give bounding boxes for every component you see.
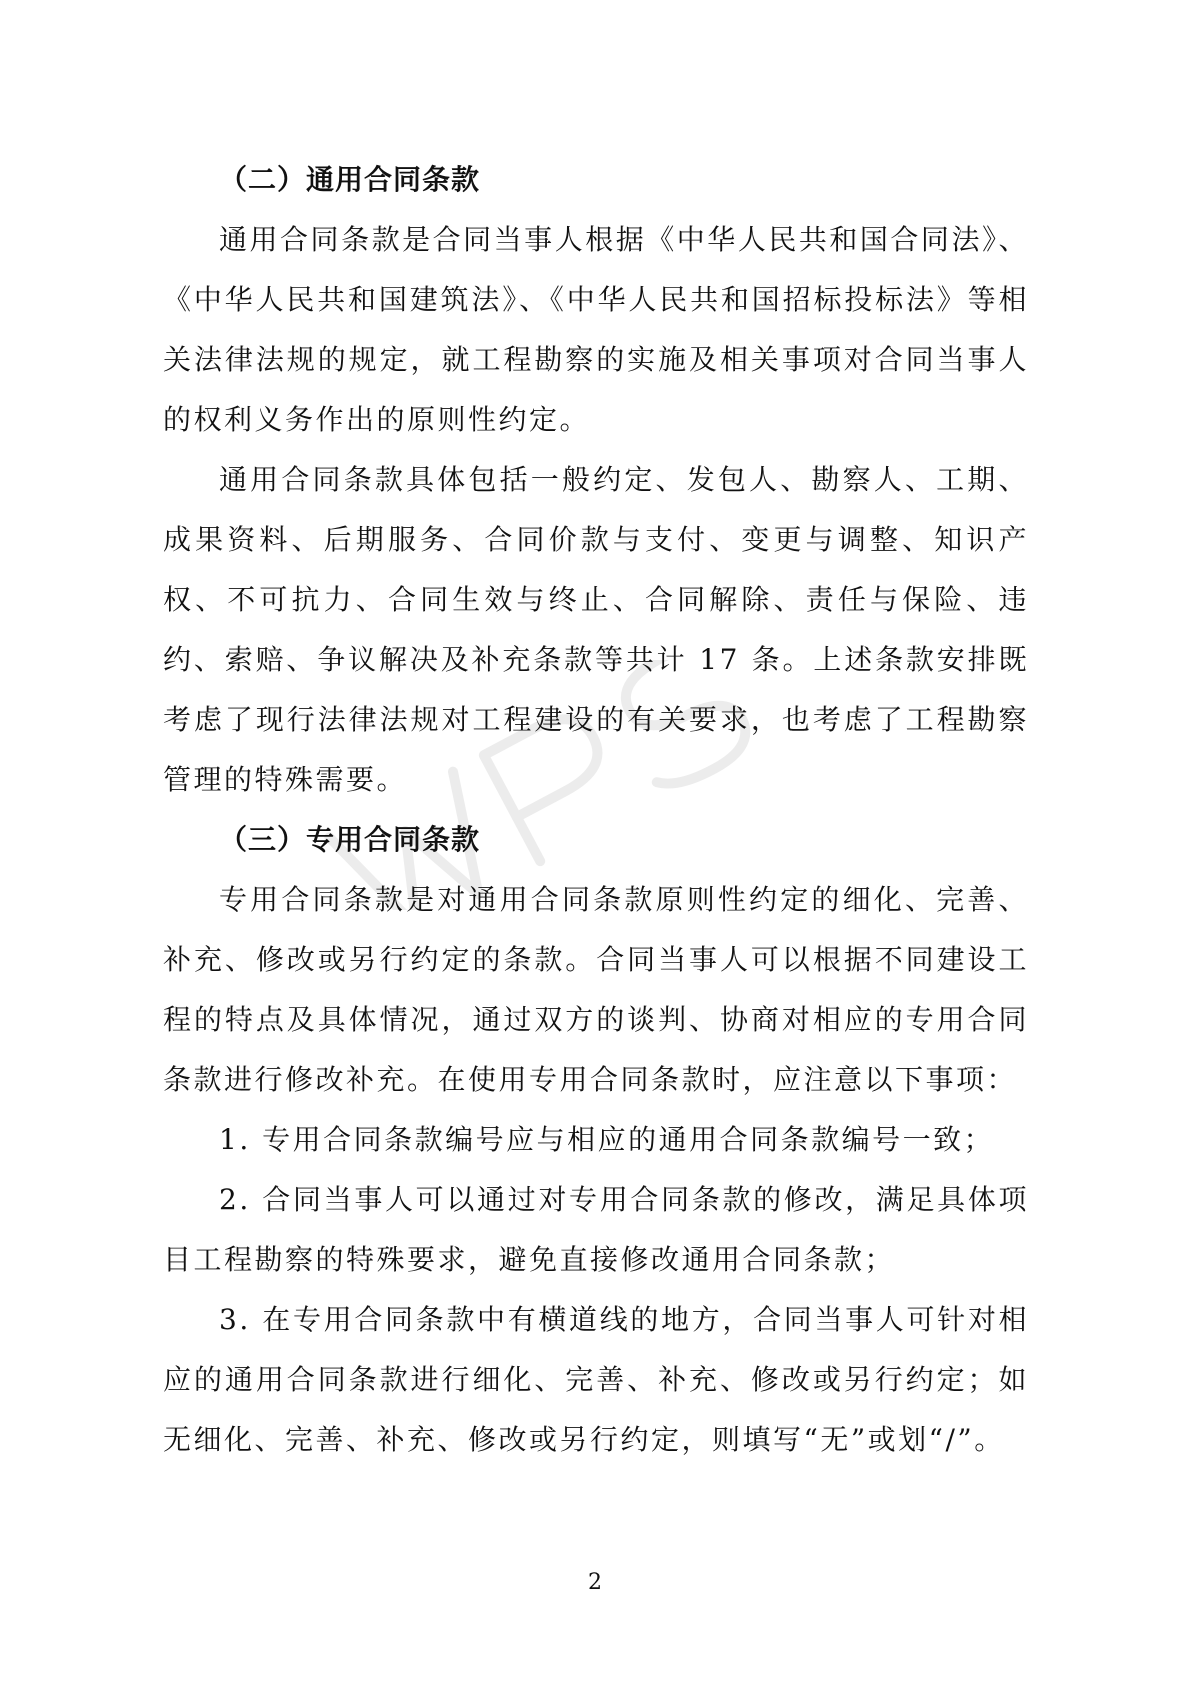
page-number: 2	[588, 1570, 602, 1595]
paragraph-special-terms-definition: 专用合同条款是对通用合同条款原则性约定的细化、完善、补充、修改或另行约定的条款。合同当事人可以根据不同建设工程的特点及具体情况，通过双方的谈判、协商对相应的专用合同条款进行修改补充。在使用专用合同条款时，应注意以下事项：	[163, 883, 1029, 1096]
list-item-1: 1. 专用合同条款编号应与相应的通用合同条款编号一致；	[219, 1123, 995, 1156]
section-heading-special-terms: （三）专用合同条款	[219, 823, 481, 856]
document-body	[163, 150, 1029, 1470]
list-item-3: 3. 在专用合同条款中有横道线的地方，合同当事人可针对相应的通用合同条款进行细化、完善、补充、修改或另行约定；如无细化、完善、补充、修改或另行约定，则填写“无”或划“/”。	[163, 1303, 1029, 1456]
paragraph-general-terms-definition: 通用合同条款是合同当事人根据《中华人民共和国合同法》、《中华人民共和国建筑法》、《中华人民共和国招标投标法》等相关法律法规的规定，就工程勘察的实施及相关事项对合同当事人的权利义务作出的原则性约定。	[163, 223, 1029, 436]
paragraph-general-terms-contents: 通用合同条款具体包括一般约定、发包人、勘察人、工期、成果资料、后期服务、合同价款与支付、变更与调整、知识产权、不可抗力、合同生效与终止、合同解除、责任与保险、违约、索赔、争议解决及补充条款等共计 17 条。上述条款安排既考虑了现行法律法规对工程建设的有关要求，也考虑了工程勘察管理的特殊需要。	[163, 463, 1029, 796]
list-item-2: 2. 合同当事人可以通过对专用合同条款的修改，满足具体项目工程勘察的特殊要求，避免直接修改通用合同条款；	[163, 1183, 1029, 1276]
section-heading-general-terms: （二）通用合同条款	[219, 163, 481, 196]
